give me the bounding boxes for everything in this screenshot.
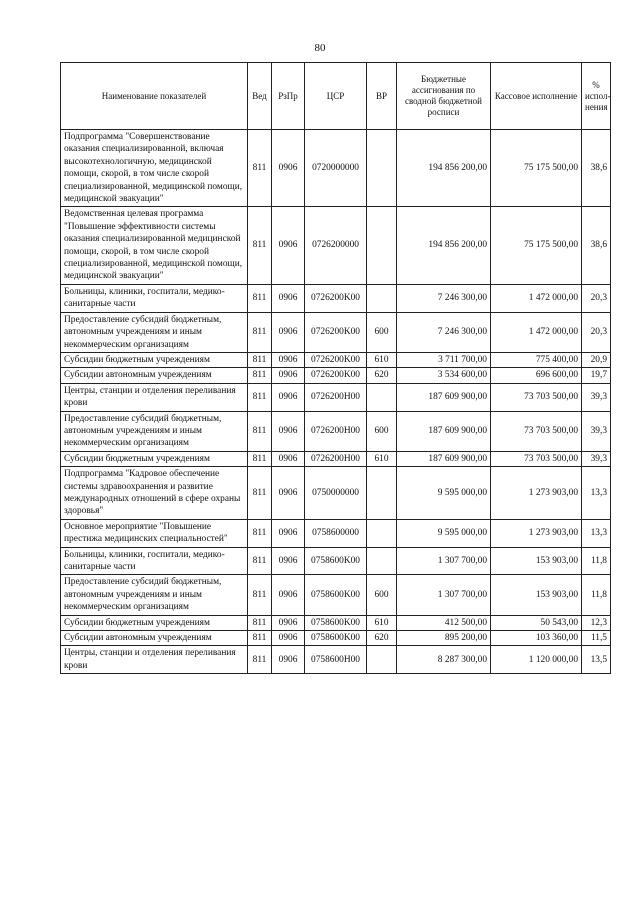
cell-name: Субсидии бюджетным учреждениям bbox=[61, 451, 248, 466]
cell-ved: 811 bbox=[248, 368, 272, 383]
cell-budget: 3 711 700,00 bbox=[397, 352, 491, 367]
cell-csr: 0726200K00 bbox=[305, 368, 367, 383]
cell-rzpr: 0906 bbox=[272, 352, 305, 367]
cell-vr bbox=[367, 207, 397, 284]
cell-pct: 12,3 bbox=[582, 615, 611, 630]
cell-name: Основное мероприятие "Повышение престижа медицинских специальностей" bbox=[61, 519, 248, 547]
header-csr: ЦСР bbox=[305, 63, 367, 130]
cell-csr: 0726200H00 bbox=[305, 411, 367, 451]
cell-ved: 811 bbox=[248, 411, 272, 451]
cell-csr: 0758600K00 bbox=[305, 615, 367, 630]
cell-budget: 895 200,00 bbox=[397, 631, 491, 646]
cell-cash: 73 703 500,00 bbox=[491, 411, 582, 451]
budget-table bbox=[60, 62, 611, 674]
cell-csr: 0726200H00 bbox=[305, 451, 367, 466]
cell-vr: 610 bbox=[367, 451, 397, 466]
cell-ved: 811 bbox=[248, 451, 272, 466]
cell-pct: 38,6 bbox=[582, 207, 611, 284]
table-row bbox=[61, 368, 611, 383]
header-cash: Кассовое исполнение bbox=[491, 63, 582, 130]
cell-cash: 1 273 903,00 bbox=[491, 467, 582, 520]
cell-budget: 1 307 700,00 bbox=[397, 575, 491, 615]
cell-pct: 20,9 bbox=[582, 352, 611, 367]
cell-csr: 0750000000 bbox=[305, 467, 367, 520]
cell-pct: 39,3 bbox=[582, 451, 611, 466]
cell-ved: 811 bbox=[248, 519, 272, 547]
cell-pct: 11,5 bbox=[582, 631, 611, 646]
table-row bbox=[61, 631, 611, 646]
cell-vr bbox=[367, 284, 397, 312]
cell-ved: 811 bbox=[248, 284, 272, 312]
cell-cash: 153 903,00 bbox=[491, 547, 582, 575]
cell-pct: 11,8 bbox=[582, 575, 611, 615]
cell-csr: 0720000000 bbox=[305, 130, 367, 207]
cell-ved: 811 bbox=[248, 352, 272, 367]
table-row bbox=[61, 615, 611, 630]
cell-rzpr: 0906 bbox=[272, 312, 305, 352]
cell-ved: 811 bbox=[248, 130, 272, 207]
table-row bbox=[61, 451, 611, 466]
cell-csr: 0758600K00 bbox=[305, 575, 367, 615]
cell-csr: 0758600K00 bbox=[305, 547, 367, 575]
cell-cash: 103 360,00 bbox=[491, 631, 582, 646]
cell-ved: 811 bbox=[248, 467, 272, 520]
cell-rzpr: 0906 bbox=[272, 130, 305, 207]
cell-ved: 811 bbox=[248, 312, 272, 352]
cell-cash: 73 703 500,00 bbox=[491, 451, 582, 466]
cell-pct: 19,7 bbox=[582, 368, 611, 383]
cell-csr: 0726200K00 bbox=[305, 312, 367, 352]
cell-csr: 0758600K00 bbox=[305, 631, 367, 646]
cell-name: Ведомственная целевая программа "Повышение эффективности системы оказания специализированной медицинской помощи, скорой, в том числе скорой специализированной, медицинской помощи, медицинской эвакуации" bbox=[61, 207, 248, 284]
cell-vr bbox=[367, 383, 397, 411]
cell-pct: 39,3 bbox=[582, 383, 611, 411]
cell-cash: 153 903,00 bbox=[491, 575, 582, 615]
table-row bbox=[61, 411, 611, 451]
cell-rzpr: 0906 bbox=[272, 284, 305, 312]
header-name: Наименование показателей bbox=[61, 63, 248, 130]
cell-ved: 811 bbox=[248, 646, 272, 674]
header-ved: Вед bbox=[248, 63, 272, 130]
cell-budget: 8 287 300,00 bbox=[397, 646, 491, 674]
cell-name: Субсидии бюджетным учреждениям bbox=[61, 615, 248, 630]
table-row bbox=[61, 312, 611, 352]
cell-csr: 0758600000 bbox=[305, 519, 367, 547]
cell-name: Больницы, клиники, госпитали, медико-санитарные части bbox=[61, 547, 248, 575]
cell-vr: 610 bbox=[367, 615, 397, 630]
cell-cash: 696 600,00 bbox=[491, 368, 582, 383]
cell-name: Больницы, клиники, госпитали, медико-санитарные части bbox=[61, 284, 248, 312]
cell-pct: 20,3 bbox=[582, 284, 611, 312]
cell-rzpr: 0906 bbox=[272, 467, 305, 520]
cell-ved: 811 bbox=[248, 631, 272, 646]
page-number: 80 bbox=[314, 42, 326, 54]
cell-pct: 13,3 bbox=[582, 467, 611, 520]
cell-rzpr: 0906 bbox=[272, 615, 305, 630]
table-row bbox=[61, 130, 611, 207]
cell-vr: 600 bbox=[367, 411, 397, 451]
cell-rzpr: 0906 bbox=[272, 519, 305, 547]
cell-vr bbox=[367, 130, 397, 207]
cell-vr bbox=[367, 467, 397, 520]
cell-ved: 811 bbox=[248, 615, 272, 630]
table-row bbox=[61, 519, 611, 547]
cell-budget: 9 595 000,00 bbox=[397, 519, 491, 547]
table-row bbox=[61, 383, 611, 411]
cell-cash: 73 703 500,00 bbox=[491, 383, 582, 411]
cell-ved: 811 bbox=[248, 383, 272, 411]
table-row bbox=[61, 467, 611, 520]
cell-budget: 187 609 900,00 bbox=[397, 383, 491, 411]
cell-budget: 194 856 200,00 bbox=[397, 130, 491, 207]
table-row bbox=[61, 284, 611, 312]
cell-pct: 11,8 bbox=[582, 547, 611, 575]
cell-csr: 0726200H00 bbox=[305, 383, 367, 411]
cell-csr: 0726200000 bbox=[305, 207, 367, 284]
cell-budget: 7 246 300,00 bbox=[397, 312, 491, 352]
cell-vr bbox=[367, 646, 397, 674]
header-budget: Бюджетные ассигнования по сводной бюджетной росписи bbox=[397, 63, 491, 130]
cell-budget: 9 595 000,00 bbox=[397, 467, 491, 520]
cell-cash: 1 472 000,00 bbox=[491, 284, 582, 312]
cell-cash: 775 400,00 bbox=[491, 352, 582, 367]
cell-vr: 620 bbox=[367, 368, 397, 383]
cell-vr: 600 bbox=[367, 575, 397, 615]
cell-cash: 75 175 500,00 bbox=[491, 130, 582, 207]
cell-vr: 600 bbox=[367, 312, 397, 352]
header-vr: ВР bbox=[367, 63, 397, 130]
cell-name: Предоставление субсидий бюджетным, автономным учреждениям и иным некоммерческим организациям bbox=[61, 312, 248, 352]
cell-rzpr: 0906 bbox=[272, 547, 305, 575]
cell-rzpr: 0906 bbox=[272, 631, 305, 646]
cell-ved: 811 bbox=[248, 575, 272, 615]
cell-vr: 620 bbox=[367, 631, 397, 646]
cell-ved: 811 bbox=[248, 207, 272, 284]
table-row bbox=[61, 207, 611, 284]
cell-cash: 50 543,00 bbox=[491, 615, 582, 630]
cell-budget: 187 609 900,00 bbox=[397, 451, 491, 466]
cell-budget: 187 609 900,00 bbox=[397, 411, 491, 451]
cell-csr: 0758600H00 bbox=[305, 646, 367, 674]
cell-name: Субсидии автономным учреждениям bbox=[61, 631, 248, 646]
cell-cash: 1 120 000,00 bbox=[491, 646, 582, 674]
cell-pct: 38,6 bbox=[582, 130, 611, 207]
cell-pct: 13,3 bbox=[582, 519, 611, 547]
cell-rzpr: 0906 bbox=[272, 575, 305, 615]
cell-name: Центры, станции и отделения переливания крови bbox=[61, 383, 248, 411]
cell-pct: 20,3 bbox=[582, 312, 611, 352]
cell-name: Субсидии бюджетным учреждениям bbox=[61, 352, 248, 367]
cell-rzpr: 0906 bbox=[272, 207, 305, 284]
cell-name: Подпрограмма "Совершенствование оказания специализированной, включая высокотехнологичную, медицинской помощи, скорой, в том числе скорой специализированной, медицинской помощи, медицинской эвакуации" bbox=[61, 130, 248, 207]
header-pct: % испол-нения bbox=[582, 63, 611, 130]
cell-rzpr: 0906 bbox=[272, 646, 305, 674]
cell-name: Подпрограмма "Кадровое обеспечение системы здравоохранения и развитие международных отношений в сфере охраны здоровья" bbox=[61, 467, 248, 520]
cell-cash: 75 175 500,00 bbox=[491, 207, 582, 284]
cell-cash: 1 472 000,00 bbox=[491, 312, 582, 352]
cell-name: Предоставление субсидий бюджетным, автономным учреждениям и иным некоммерческим организациям bbox=[61, 575, 248, 615]
table-row bbox=[61, 575, 611, 615]
header-rzpr: РзПр bbox=[272, 63, 305, 130]
cell-pct: 39,3 bbox=[582, 411, 611, 451]
cell-vr bbox=[367, 519, 397, 547]
cell-csr: 0726200K00 bbox=[305, 352, 367, 367]
cell-ved: 811 bbox=[248, 547, 272, 575]
cell-name: Центры, станции и отделения переливания крови bbox=[61, 646, 248, 674]
cell-budget: 412 500,00 bbox=[397, 615, 491, 630]
cell-rzpr: 0906 bbox=[272, 383, 305, 411]
cell-budget: 3 534 600,00 bbox=[397, 368, 491, 383]
cell-vr bbox=[367, 547, 397, 575]
cell-vr: 610 bbox=[367, 352, 397, 367]
cell-pct: 13,5 bbox=[582, 646, 611, 674]
cell-rzpr: 0906 bbox=[272, 368, 305, 383]
cell-budget: 1 307 700,00 bbox=[397, 547, 491, 575]
cell-rzpr: 0906 bbox=[272, 451, 305, 466]
cell-name: Субсидии автономным учреждениям bbox=[61, 368, 248, 383]
cell-budget: 7 246 300,00 bbox=[397, 284, 491, 312]
cell-rzpr: 0906 bbox=[272, 411, 305, 451]
table-row bbox=[61, 352, 611, 367]
table-row bbox=[61, 547, 611, 575]
table-header-row bbox=[61, 63, 611, 130]
cell-csr: 0726200K00 bbox=[305, 284, 367, 312]
cell-cash: 1 273 903,00 bbox=[491, 519, 582, 547]
cell-name: Предоставление субсидий бюджетным, автономным учреждениям и иным некоммерческим организациям bbox=[61, 411, 248, 451]
cell-budget: 194 856 200,00 bbox=[397, 207, 491, 284]
table-row bbox=[61, 646, 611, 674]
